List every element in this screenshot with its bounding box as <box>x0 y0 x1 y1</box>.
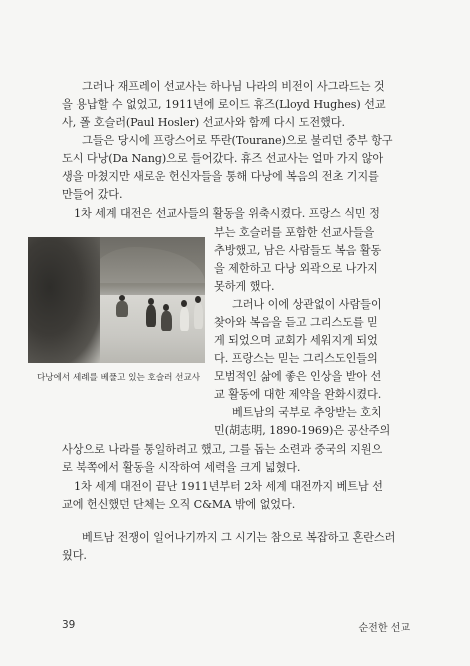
photo-figure-head <box>148 298 154 305</box>
body-line: 부는 호슬러를 포함한 선교사들을 <box>214 226 375 239</box>
body-line: 1차 세계 대전은 선교사들의 활동을 위축시켰다. 프랑스 식민 정 <box>74 207 380 220</box>
photo-trees <box>28 237 100 363</box>
baptism-photo <box>28 237 205 363</box>
photo-figure-head <box>119 295 125 301</box>
body-line: 만들어 갔다. <box>62 188 123 201</box>
body-line: 사상으로 나라를 통일하려고 했고, 그를 돕는 소련과 중국의 지원으 <box>62 443 383 456</box>
body-line: 교에 헌신했던 단체는 오직 C&MA 밖에 없었다. <box>62 498 296 511</box>
body-line: 1차 세계 대전이 끝난 1911년부터 2차 세계 대전까지 베트남 선 <box>74 480 383 493</box>
body-line: 게 되었으며 교회가 세워지게 되었 <box>214 334 378 347</box>
photo-figure-head <box>181 300 187 307</box>
photo-figure-head <box>195 296 201 303</box>
body-line: 추방했고, 남은 사람들도 복음 활동 <box>214 244 382 257</box>
body-line: 을 용납할 수 없었고, 1911년에 로이드 휴즈(Lloyd Hughes) 선교 <box>62 98 386 111</box>
body-line: 교 활동에 대한 제약을 완화시켰다. <box>214 388 382 401</box>
body-line: 베트남 전쟁이 일어나기까지 그 시기는 참으로 복잡하고 혼란스러 <box>82 531 396 544</box>
photo-figure <box>180 307 189 331</box>
body-line: 사, 폴 호슬러(Paul Hosler) 선교사와 함께 다시 도전했다. <box>62 116 345 129</box>
photo-figure <box>146 305 156 327</box>
body-line: 로 북쪽에서 활동을 시작하여 세력을 크게 넓혔다. <box>62 461 301 474</box>
photo-figure <box>194 303 203 329</box>
body-line: 다. 프랑스는 믿는 그리스도인들의 <box>214 352 378 365</box>
body-line: 찾아와 복음을 듣고 그리스도를 믿 <box>214 316 378 329</box>
body-line: 그러나 재프레이 선교사는 하나님 나라의 비전이 사그라드는 것 <box>82 80 385 93</box>
photo-figure <box>116 301 128 317</box>
body-line: 웠다. <box>62 549 87 562</box>
body-line: 민(胡志明, 1890-1969)은 공산주의 <box>214 424 391 437</box>
body-line: 을 제한하고 다낭 외곽으로 나가지 <box>214 262 378 275</box>
body-line: 그들은 당시에 프랑스어로 뚜란(Tourane)으로 불리던 중부 항구 <box>82 134 393 147</box>
photo-figure-head <box>163 304 169 311</box>
running-footer: 순전한 선교 <box>358 623 410 634</box>
photo-hills <box>88 247 205 283</box>
body-line: 도시 다낭(Da Nang)으로 들어갔다. 휴즈 선교사는 얼마 가지 않아 <box>62 152 384 165</box>
page-number: 39 <box>62 619 76 631</box>
photo-figure <box>161 311 172 331</box>
body-line: 베트남의 국부로 추앙받는 호치 <box>232 406 382 419</box>
body-line: 못하게 했다. <box>214 280 275 293</box>
body-line: 그러나 이에 상관없이 사람들이 <box>232 298 382 311</box>
body-line: 생을 마쳤지만 새로운 헌신자들을 통해 다낭에 복음의 전초 기지를 <box>62 170 379 183</box>
photo-caption: 다낭에서 세례를 베풀고 있는 호슬러 선교사 <box>37 373 201 383</box>
body-line: 모범적인 삶에 좋은 인상을 받아 선 <box>214 370 382 383</box>
